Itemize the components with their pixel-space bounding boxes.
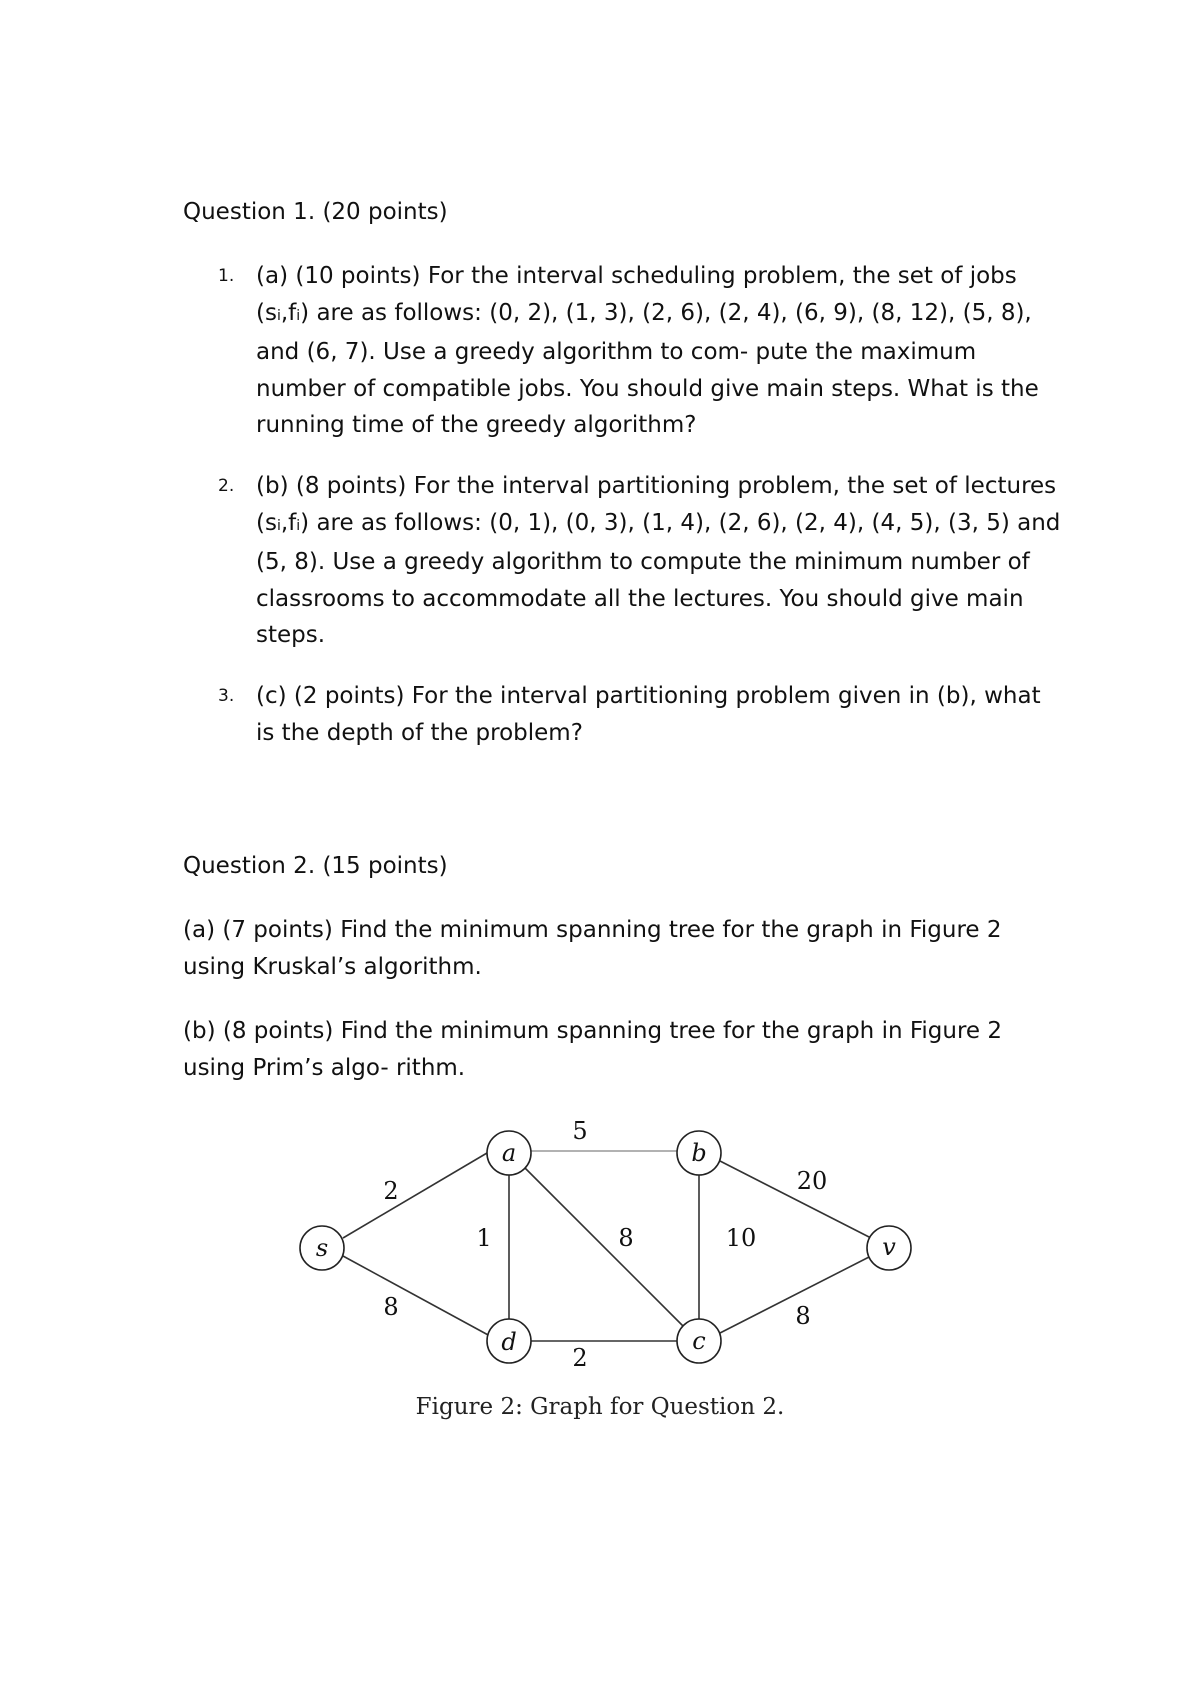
- question-1a-text: (a) (10 points) For the interval scheduling problem, the set of jobs (si,fi) are as follows: (0, 2), (1, 3), (2, 6), (2, 4), (6, 9), (8, 12), (5, 8), and (6, 7). Use a greedy algorithm to com- pute the maximum number of compatible jobs. You should give main steps. What is the running time of the greedy algorithm?: [256, 263, 1039, 438]
- question-2a-text: (a) (7 points) Find the minimum spanning tree for the graph in Figure 2 using Kruskal’s algorithm.: [183, 917, 1002, 980]
- question-2b-text: (b) (8 points) Find the minimum spanning tree for the graph in Figure 2 using Prim’s algo- rithm.: [183, 1018, 1003, 1081]
- edge-s-a: [343, 1153, 487, 1238]
- weight-d-c: 2: [572, 1344, 588, 1372]
- node-label-a: a: [501, 1139, 517, 1167]
- node-label-d: d: [501, 1328, 517, 1356]
- question-1b-text: (b) (8 points) For the interval partitioning problem, the set of lectures (si,fi) are as follows: (0, 1), (0, 3), (1, 4), (2, 6), (2, 4), (4, 5), (3, 5) and (5, 8). Use a greedy algorithm to compute the minimum number of classrooms to accommodate all the lectures. You should give main steps.: [256, 473, 1061, 648]
- node-label-b: b: [691, 1139, 707, 1167]
- list-number: 2.: [218, 476, 235, 496]
- question-2-heading: Question 2. (15 points): [183, 853, 448, 879]
- weight-s-d: 8: [383, 1293, 399, 1321]
- weight-a-b: 5: [572, 1117, 588, 1145]
- weight-b-v: 20: [796, 1167, 828, 1195]
- edge-s-d: [343, 1256, 490, 1336]
- weight-a-c: 8: [618, 1224, 634, 1252]
- question-1-heading: Question 1. (20 points): [183, 199, 448, 225]
- question-1c-text: (c) (2 points) For the interval partitioning problem given in (b), what is the depth of the problem?: [256, 683, 1041, 746]
- edge-a-c: [524, 1167, 685, 1328]
- node-label-v: v: [882, 1233, 896, 1261]
- list-number: 3.: [218, 686, 235, 706]
- node-label-c: c: [692, 1327, 706, 1355]
- weight-s-a: 2: [383, 1177, 399, 1205]
- list-number: 1.: [218, 266, 235, 286]
- figure-caption: Figure 2: Graph for Question 2.: [415, 1394, 785, 1420]
- weight-a-d: 1: [476, 1224, 492, 1252]
- weight-c-v: 8: [795, 1302, 811, 1330]
- weight-b-c: 10: [725, 1224, 757, 1252]
- node-label-s: s: [315, 1234, 329, 1262]
